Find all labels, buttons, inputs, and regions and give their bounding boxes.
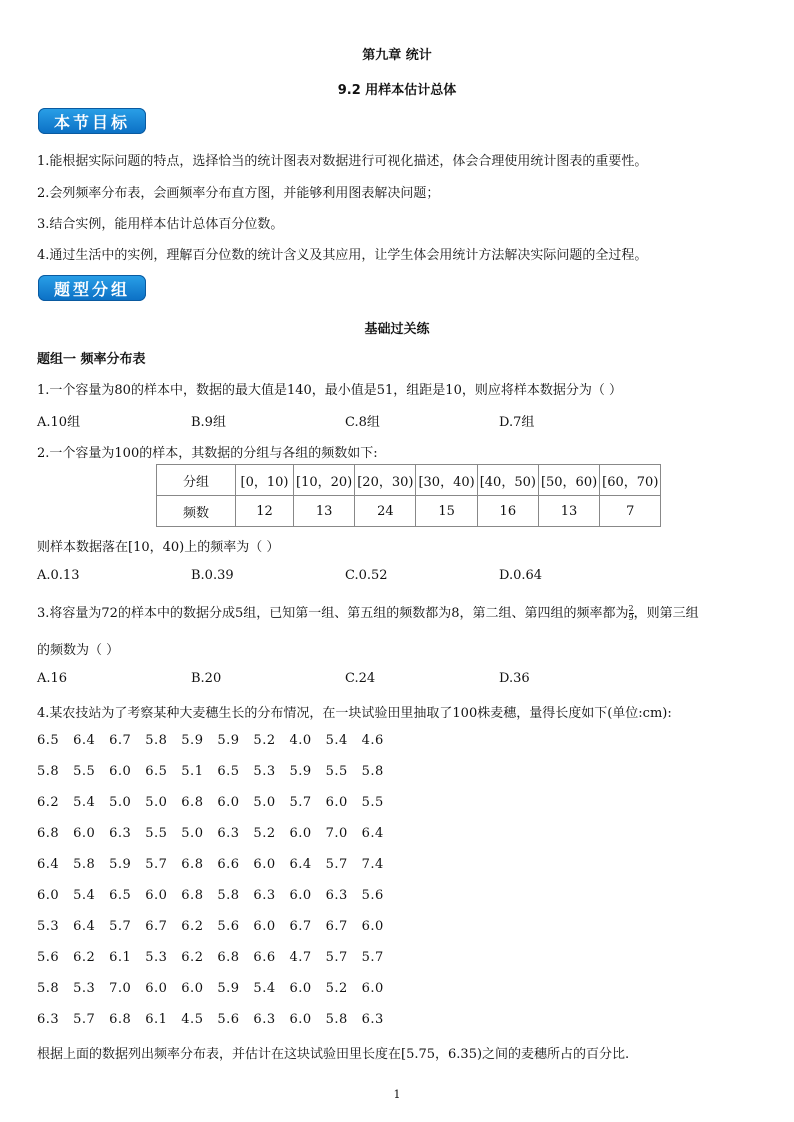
goals-banner: 本节目标 (38, 108, 146, 134)
q4-text: 4.某农技站为了考察某种大麦穗生长的分布情况，在一块试验田里抽取了100株麦穗，量得长度如下(单位:cm): (37, 706, 672, 721)
table-cell: 16 (477, 496, 538, 527)
q1-option-a: A.10组 (37, 415, 81, 430)
chapter-title: 第九章 统计 (362, 48, 432, 63)
q3-line2: 的频数为（ ） (37, 643, 120, 658)
table-cell: [20，30) (355, 465, 416, 496)
q2-option-c: C.0.52 (345, 568, 388, 583)
data-row: 6.4 5.8 5.9 5.7 6.8 6.6 6.0 6.4 5.7 7.4 (37, 857, 384, 872)
table-cell: 24 (355, 496, 416, 527)
practice-title: 基础过关练 (364, 322, 430, 337)
data-row: 5.8 5.3 7.0 6.0 6.0 5.9 5.4 6.0 5.2 6.0 (37, 981, 384, 996)
table-cell: [60，70) (600, 465, 661, 496)
q3-option-b: B.20 (191, 671, 222, 686)
section-title: 9.2 用样本估计总体 (337, 83, 457, 98)
q2-option-b: B.0.39 (191, 568, 234, 583)
data-row: 6.5 6.4 6.7 5.8 5.9 5.9 5.2 4.0 5.4 4.6 (37, 733, 384, 748)
table-cell: 7 (600, 496, 661, 527)
table-cell: 15 (416, 496, 477, 527)
q2-option-a: A.0.13 (37, 568, 80, 583)
q1-option-c: C.8组 (345, 415, 380, 430)
data-row: 5.6 6.2 6.1 5.3 6.2 6.8 6.6 4.7 5.7 5.7 (37, 950, 384, 965)
table-cell: [40，50) (477, 465, 538, 496)
data-row: 6.0 5.4 6.5 6.0 6.8 5.8 6.3 6.0 6.3 5.6 (37, 888, 384, 903)
q3-text (37, 602, 699, 622)
data-row: 6.8 6.0 6.3 5.5 5.0 6.3 5.2 6.0 7.0 6.4 (37, 826, 384, 841)
q2-question: 则样本数据落在[10，40)上的频率为（ ） (37, 540, 280, 555)
goal-2: 2.会列频率分布表，会画频率分布直方图，并能够利用图表解决问题； (37, 186, 440, 201)
data-row: 5.3 6.4 5.7 6.7 6.2 5.6 6.0 6.7 6.7 6.0 (37, 919, 384, 934)
group1-title: 题组一 频率分布表 (37, 352, 146, 367)
table-cell: [10，20) (294, 465, 355, 496)
q3-text-before: 3.将容量为72的样本中的数据分成5组，已知第一组、第五组的频数都为8，第二组、第四组的频率都为 (37, 606, 629, 621)
q2-option-d: D.0.64 (499, 568, 543, 583)
q3-option-a: A.16 (37, 671, 68, 686)
goal-1: 1.能根据实际问题的特点，选择恰当的统计图表对数据进行可视化描述，体会合理使用统计图表的重要性。 (37, 154, 648, 169)
goal-4: 4.通过生活中的实例，理解百分位数的统计含义及其应用，让学生体会用统计方法解决实际问题的全过程。 (37, 248, 648, 263)
goal-3: 3.结合实例，能用样本估计总体百分位数。 (37, 217, 284, 232)
table-cell: [0，10) (236, 465, 294, 496)
fraction-numerator: 2 (628, 604, 634, 613)
table-row (157, 465, 661, 496)
page-number: 1 (393, 1088, 401, 1101)
data-row: 5.8 5.5 6.0 6.5 5.1 6.5 5.3 5.9 5.5 5.8 (37, 764, 384, 779)
table-cell: [50，60) (538, 465, 599, 496)
q1-option-b: B.9组 (191, 415, 226, 430)
table-cell: 12 (236, 496, 294, 527)
fraction-denominator: 9 (628, 613, 634, 622)
groups-banner: 题型分组 (38, 275, 146, 301)
table-cell: 13 (538, 496, 599, 527)
frequency-table (156, 464, 661, 527)
q1-text: 1.一个容量为80的样本中，数据的最大值是140，最小值是51，组距是10，则应将样本数据分为（ ） (37, 383, 622, 398)
table-cell: [30，40) (416, 465, 477, 496)
table-row (157, 496, 661, 527)
table-cell: 13 (294, 496, 355, 527)
q3-option-d: D.36 (499, 671, 530, 686)
q1-option-d: D.7组 (499, 415, 535, 430)
data-row: 6.3 5.7 6.8 6.1 4.5 5.6 6.3 6.0 5.8 6.3 (37, 1012, 384, 1027)
q2-text: 2.一个容量为100的样本，其数据的分组与各组的频数如下: (37, 446, 378, 461)
data-row: 6.2 5.4 5.0 5.0 6.8 6.0 5.0 5.7 6.0 5.5 (37, 795, 384, 810)
q3-text-after: ，则第三组 (633, 606, 699, 621)
q4-question: 根据上面的数据列出频率分布表，并估计在这块试验田里长度在[5.75，6.35)之间的麦穗所占的百分比. (37, 1047, 630, 1062)
q3-option-c: C.24 (345, 671, 376, 686)
table-header-count: 频数 (157, 496, 236, 527)
table-header-group: 分组 (157, 465, 236, 496)
